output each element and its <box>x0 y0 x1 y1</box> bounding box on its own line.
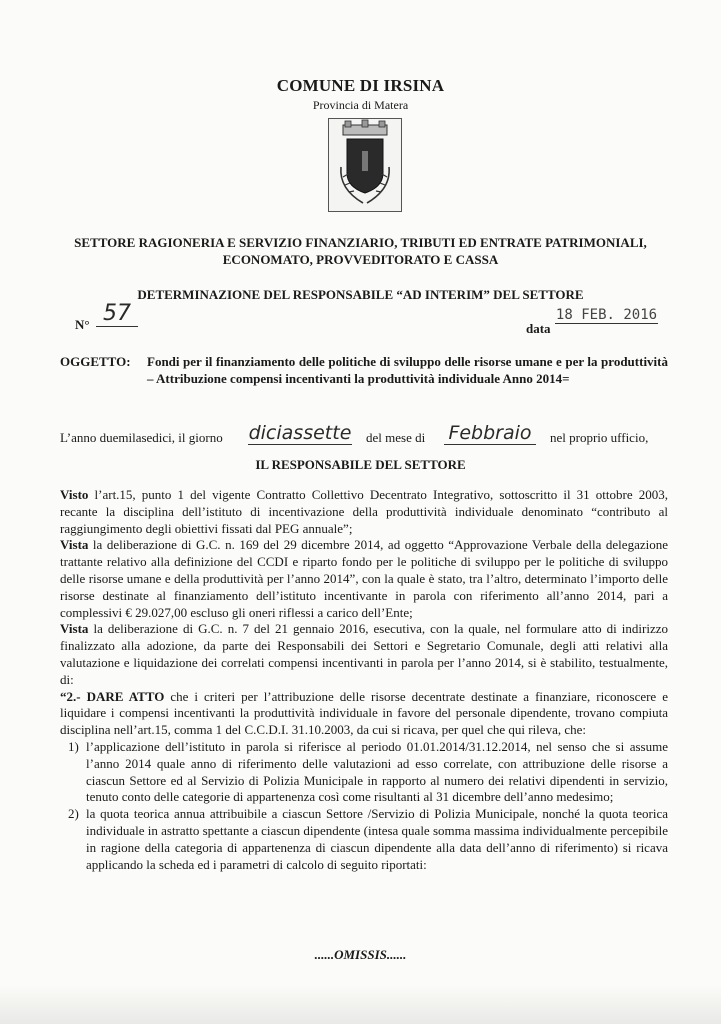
date-line-prefix: L’anno duemilasedici, il giorno <box>60 430 223 445</box>
paragraph-text: la deliberazione di G.C. n. 169 del 29 dicembre 2014, ad oggetto “Approvazione Verbale della delegazione trattante relativo alla definizione del CCDI e riparto fondo per le politiche di sviluppo per le politiche di sviluppo delle risorse umane e della produttività per l’anno 2014”, con la quale è stato, tra l’altro, determinato l’importo delle risorse destinate al finanziamento dell’istituto incentivante in parola con riferimento all’anno 2014, pari a complessivi € 29.027,00 escluso gli oneri riflessi a carico dell’Ente; <box>60 537 668 620</box>
scan-shadow <box>0 985 721 1024</box>
date-stamp: 18 FEB. 2016 <box>555 307 658 323</box>
list-item-number: 2) <box>68 806 79 822</box>
subject-label: OGGETTO: <box>60 354 131 369</box>
paragraph-text: l’art.15, punto 1 del vigente Contratto Collettivo Decentrato Integrativo, sottoscritto il 31 ottobre 2003, recante la disciplina dell’istituto di incentivazione della produttività individuale denominato “contributo al raggiungimento degli obiettivi fissati dal PEG annuale”; <box>60 487 668 536</box>
criteria-list <box>60 739 668 873</box>
paragraph-text: la deliberazione di G.C. n. 7 del 21 gennaio 2016, esecutiva, con la quale, nel formulare atto di indirizzo finalizzato alla adozione, da parte dei Responsabili dei Settori e Segretario Comunale, degli atti relativi alla valutazione e liquidazione dei correlati compensi incentivanti in parola per l’anno 2014, si è stabilito, testualmente, di: <box>60 621 668 687</box>
paragraph-vista-169 <box>60 537 668 621</box>
date-line-suffix: nel proprio ufficio, <box>550 430 649 445</box>
month-handwritten: Febbraio <box>444 422 536 445</box>
province-subtitle: Provincia di Matera <box>312 98 409 112</box>
sector-title: SETTORE RAGIONERIA E SERVIZIO FINANZIARIO, TRIBUTI ED ENTRATE PATRIMONIALI, ECONOMATO, PROVVEDITORATO E CASSA <box>74 235 647 267</box>
omissis-marker: ......OMISSIS...... <box>314 947 407 962</box>
list-item-text: l’applicazione dell’istituto in parola si riferisce al periodo 01.01.2014/31.12.2014, nel senso che si assume l’anno 2014 quale anno di riferimento delle valutazioni ad esso correlate, con attribuzione delle risorse a ciascun Settore ed al Servizio di Polizia Municipale in rapporto al numero dei relativi dipendenti in servizio, tenuto conto delle categorie di appartenenza così come risultanti al 31 dicembre dell’anno medesimo; <box>86 738 668 805</box>
number-handwritten: 57 <box>96 301 138 327</box>
paragraph-lead: Visto <box>60 487 89 502</box>
municipality-title: COMUNE DI IRSINA <box>276 76 445 95</box>
paragraph-lead: Vista <box>60 537 89 553</box>
subject-text: Fondi per il finanziamento delle politiche di sviluppo delle risorse umane e per la produttività – Attribuzione compensi incentivanti la produttività individuale Anno 2014= <box>147 354 668 386</box>
paragraph-lead: “2.- DARE ATTO <box>60 688 165 704</box>
determination-title: DETERMINAZIONE DEL RESPONSABILE “AD INTERIM” DEL SETTORE <box>137 287 584 302</box>
document-body <box>60 487 668 873</box>
date-label: data <box>526 321 551 336</box>
paragraph-lead: Vista <box>60 621 89 637</box>
paragraph-vista-7 <box>60 621 668 688</box>
paragraph-dare-atto <box>60 689 668 739</box>
responsible-heading: IL RESPONSABILE DEL SETTORE <box>255 457 466 472</box>
coat-of-arms-icon <box>329 119 401 211</box>
list-item <box>60 806 668 873</box>
list-item <box>60 739 668 806</box>
list-item-number: 1) <box>68 738 79 754</box>
coat-of-arms-emblem <box>328 118 402 212</box>
paragraph-text: che i criteri per l’attribuzione delle risorse decentrate destinate a finanziare, riconoscere e liquidare i compensi incentivanti la produttività individuale in favore del personale dipendente, trovano compiuta disciplina nell’art.15, comma 1 del C.C.D.I. 31.10.2003, da cui si ricava, per quel che qui rileva, che: <box>60 688 668 738</box>
paragraph-visto <box>60 487 668 537</box>
date-line-middle: del mese di <box>366 430 426 445</box>
number-label: N° <box>75 317 90 332</box>
day-handwritten: diciassette <box>248 422 352 444</box>
list-item-text: la quota teorica annua attribuibile a ciascun Settore /Servizio di Polizia Municipale, nonché la quota teorica individuale in astratto spettante a ciascun dipendente (intesa quale somma massima individualmente percepibile in ragione della categoria di appartenenza di ciascun dipendente alla data dell’anno di riferimento) si ricava applicando la scheda ed i parametri di calcolo di seguito riportati: <box>86 806 668 872</box>
